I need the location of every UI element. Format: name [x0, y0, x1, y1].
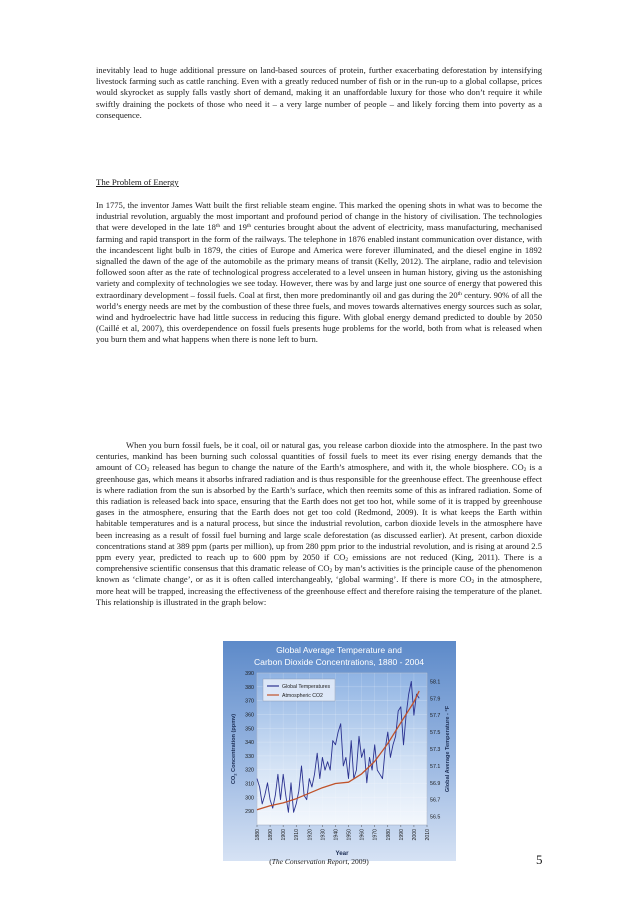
paragraph-energy-history — [96, 200, 542, 346]
chart-subtitle: Carbon Dioxide Concentrations, 1880 - 2004 — [253, 657, 425, 667]
left-tick-label: 300 — [245, 795, 254, 802]
temperature-co2-chart — [223, 641, 456, 861]
x-tick-label: 1940 — [333, 829, 340, 841]
left-tick-label: 350 — [245, 726, 254, 733]
paragraph-carbon-dioxide — [96, 440, 542, 608]
x-tick-label: 2000 — [411, 829, 418, 841]
x-tick-label: 1980 — [385, 829, 392, 841]
paragraph-intro-text: inevitably lead to huge additional pressure on land-based sources of protein, further exacerbating deforestation by intensifying livestock farming such as cattle ranching. Even with a greatly reduced number of fish or in the run-up to a global collapse, prices would skyrocket as supply falls vastly short of demand, making it an unaffordable luxury for those who don’t require it while swiftly draining the pockets of those who need it – a very large number of people – and likely forcing them into poverty as a consequence. — [96, 65, 542, 120]
legend-co2-label: Atmospheric CO2 — [282, 693, 323, 699]
left-tick-label: 380 — [245, 684, 254, 691]
left-tick-label: 390 — [245, 671, 254, 677]
left-tick-label: 340 — [245, 740, 254, 747]
right-tick-label: 58.1 — [430, 679, 441, 686]
right-tick-label: 56.7 — [430, 797, 441, 804]
paragraph-carbon-dioxide-text: When you burn fossil fuels, be it coal, oil or natural gas, you release carbon dioxide into the atmosphere. In the past two centuries, mankind has been burning such colossal quantities of fossil fuels to meet its ever rising energy demands that the amount of $CO_2$ released has begun to change the nature of the Earth’s atmosphere, and with it, the whole biosphere. $CO_2$ is a greenhouse gas, which means it absorbs infrared radiation and is thus responsible for the greenhouse effect. The greenhouse effect is where radiation from the sun is absorbed by the Earth’s surface, which then reemits some of this as infrared radiation. Some of this radiation is released back into space, ensuring that the Earth does not get too hot, while some of it is trapped by greenhouse gases in the atmosphere, ensuring that the Earth does not get too cold (Redmond, 2009). It is what keeps the Earth within habitable temperatures and is a natural process, but since the industrial revolution, carbon dioxide levels in the atmosphere have been increasing as a result of fossil fuel burning and large scale deforestation (as discussed earlier). At present, carbon dioxide concentrations stand at 389 ppm (parts per million), up from 280 ppm prior to the industrial revolution, and is rising at around 2.5 ppm every year, predicted to reach up to 600 ppm by 2050 if $CO_2$ emissions are not reduced (King, 2011). There is a comprehensive scientific consensus that this dramatic release of $CO_2$ by man’s activities is the principle cause of the phenomenon known as ‘climate change’, or as it is often called interchangeably, ‘global warming’. If there is more $CO_2$ in the atmosphere, more heat will be trapped, increasing the effectiveness of the greenhouse effect and therefore raising the temperature of the planet. This relationship is illustrated in the graph below: — [96, 440, 543, 607]
left-tick-label: 320 — [245, 767, 254, 774]
x-tick-label: 2010 — [425, 829, 431, 841]
left-tick-label: 290 — [245, 809, 254, 816]
paragraph-energy-history-text: In 1775, the inventor James Watt built the first reliable steam engine. This marked the opening shots in what was to become the industrial revolution, arguably the most important and profound period of change in the history of civilisation. The technologies that were developed in the late 18th and 19th centuries brought about the advent of electricity, mass manufacturing, mechanised farming and rapid transport in the form of the railways. The telephone in 1876 enabled instant communication over distance, with the incandescent light bulb in 1879, the cities of Europe and America were forever illuminated, and the diesel engine in 1892 signalled the dawn of the age of the automobile as the primary means of transit (Kelly, 2012). The airplane, radio and television followed soon after as the rate of technological progress accelerated to a level unseen in human history, giving us the astonishing variety and complexity of technologies we see today. However, there was by and large just one source of energy that powered this extraordinary development – fossil fuels. Coal at first, then more predominantly oil and gas during the 20th century. 90% of all the world’s energy needs are met by the combustion of these three fuels, and moves towards alternatives energy sources such as solar, wind and hydroelectric have had little success in reducing this figure. With global energy demand predicted to double by 2050 (Caillé et al, 2007), this overdependence on fossil fuels presents huge problems for the world, both from what is released when you burn them and what happens when there is none left to burn. — [96, 200, 543, 345]
x-tick-label: 1970 — [372, 829, 379, 841]
x-tick-label: 1890 — [268, 829, 275, 841]
left-tick-label: 330 — [245, 753, 254, 760]
left-tick-label: 310 — [245, 781, 254, 788]
paragraph-intro — [96, 65, 542, 121]
x-tick-label: 1990 — [398, 829, 405, 841]
x-tick-label: 1920 — [307, 829, 314, 841]
right-tick-label: 56.5 — [430, 814, 441, 821]
right-tick-label: 56.9 — [430, 780, 441, 787]
right-tick-label: 57.1 — [430, 763, 441, 770]
legend — [263, 679, 335, 701]
left-tick-label: 360 — [245, 712, 254, 719]
left-axis-label: $CO_2$ Concentration (ppmv) — [231, 713, 238, 785]
x-tick-label: 1960 — [359, 829, 366, 841]
x-tick-label: 1910 — [294, 829, 301, 841]
x-tick-label: 1880 — [255, 829, 261, 841]
page-number: 5 — [536, 852, 543, 867]
x-tick-label: 1950 — [346, 829, 353, 841]
right-tick-label: 57.9 — [430, 696, 441, 703]
x-tick-label: 1930 — [320, 829, 327, 841]
x-tick-label: 1900 — [281, 829, 288, 841]
right-tick-label: 57.5 — [430, 730, 441, 737]
figure-caption: (The Conservation Report, 2009) — [269, 857, 369, 866]
chart-svg — [223, 641, 456, 861]
chart-title: Global Average Temperature and — [276, 645, 402, 655]
right-tick-label: 57.7 — [430, 713, 441, 720]
right-tick-label: 57.3 — [430, 747, 441, 753]
x-axis-label: Year — [335, 850, 349, 857]
right-axis-ticks — [430, 679, 440, 820]
section-heading: The Problem of Energy — [96, 177, 179, 187]
right-axis-label: Global Average Temperature - °F — [445, 705, 451, 793]
left-tick-label: 370 — [245, 698, 254, 705]
legend-temperature-label: Global Temperatures — [282, 684, 331, 690]
